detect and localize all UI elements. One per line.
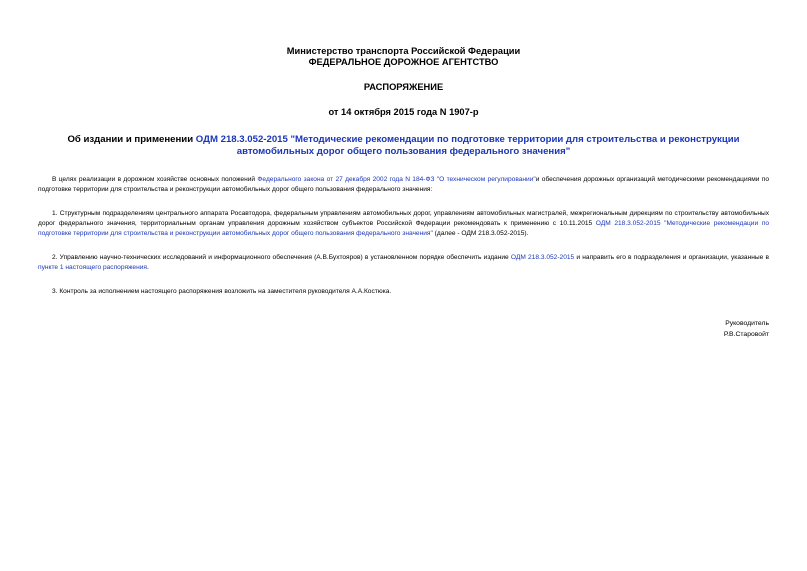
item-1-paragraph (38, 209, 769, 239)
signature-position: Руководитель (725, 320, 769, 327)
item-1-text-2: (далее - ОДМ 218.3.052-2015). (432, 230, 529, 237)
item-2-clause-link[interactable]: пункте 1 настоящего распоряжения (38, 264, 147, 271)
item-2-text-1: 2. Управлению научно-технических исследований и информационного обеспечения (А.В.Бухтояров) в установленном порядке обеспечить издание (52, 254, 511, 261)
item-2-text-2: и направить его в подразделения и организации, указанные в (574, 254, 769, 261)
title-prefix: Об издании и применении (67, 134, 196, 145)
intro-paragraph (38, 175, 769, 195)
intro-text-2: и обеспечения дорожных организаций методическими рекомендациями по подготовке территории для строительства и реконструкции автомобильных дорог общего пользования федерального значения: (38, 176, 769, 193)
document-body (38, 175, 769, 297)
document-header (38, 0, 769, 118)
document-date-number: от 14 октября 2015 года N 1907-р (328, 107, 479, 117)
signature-block (724, 318, 769, 340)
item-1-odm-link[interactable]: ОДМ 218.3.052-2015 "Методические рекомендации по подготовке территории для строительства и реконструкции автомобильных дорог общего пользования федерального значения" (38, 220, 769, 237)
signature-name: Р.В.Старовойт (723, 331, 769, 338)
item-2-paragraph (38, 253, 769, 273)
document-type: РАСПОРЯЖЕНИЕ (363, 82, 444, 92)
item-3-paragraph (38, 287, 769, 297)
document-title (38, 134, 769, 158)
item-2-odm-link[interactable]: ОДМ 218.3.052-2015 (510, 254, 575, 261)
item-1-text-1: 1. Структурным подразделениям центрального аппарата Росавтодора, федеральным управлениям автомобильных дорог, управлениям автомобильных магистралей, межрегиональным дирекциям по строительству автомобильных дорог федерального значения, территориальным органам управления дорожным хозяйством субъектов Российской Федерации рекомендовать к применению с 10.11.2015 (38, 210, 769, 227)
item-2-text-3: . (146, 264, 149, 271)
item-3-text: 3. Контроль за исполнением настоящего распоряжения возложить на заместителя руководителя А.А.Костюка. (52, 288, 392, 295)
agency-name: ФЕДЕРАЛЬНОЕ ДОРОЖНОЕ АГЕНТСТВО (308, 57, 499, 67)
ministry-name: Министерство транспорта Российской Федерации (286, 46, 521, 56)
intro-text-1: В целях реализации в дорожном хозяйстве основных положений (52, 176, 258, 183)
federal-law-link[interactable]: Федерального закона от 27 декабря 2002 года N 184-ФЗ "О техническом регулировании" (257, 176, 536, 183)
title-odm-link[interactable]: ОДМ 218.3.052-2015 "Методические рекомендации по подготовке территории для строительства и реконструкции автомобильных дорог общего пользования федерального значения" (195, 134, 740, 157)
